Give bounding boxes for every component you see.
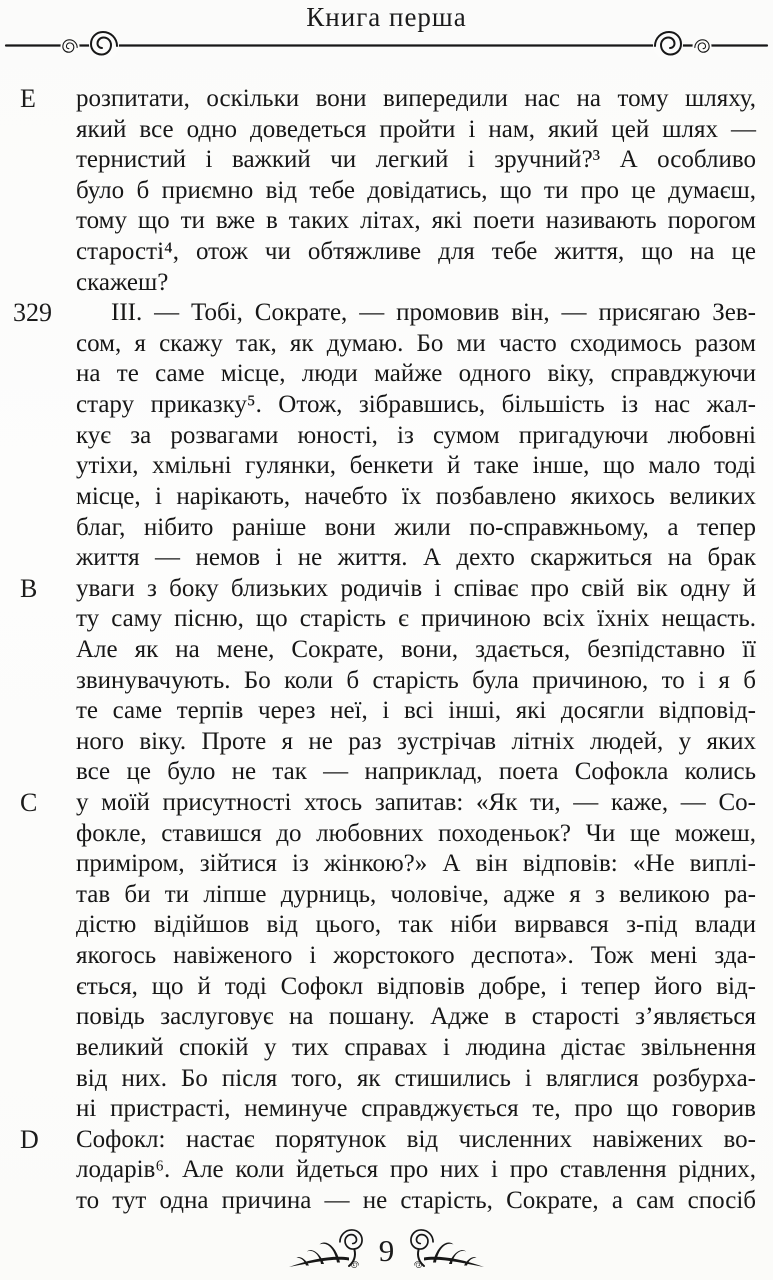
text-line: ні пристрасті, неминуче справджується те, про що говорив (76, 1095, 756, 1123)
text-line: великий спокій у тих справах і людина дістає звільнення (76, 1033, 756, 1061)
text-line: тав би ти ліпше дурниць, чоловіче, адже я з великою ра- (76, 880, 756, 908)
text-line: фокле, ставишся до любовних походеньок? Чи ще можеш, (76, 819, 756, 847)
text-line: лодарів⁶. Але коли йдеться про них і про ставлення рідних, (76, 1156, 756, 1184)
stephanus-mark: D (20, 1125, 39, 1155)
text-line: старості⁴, отож чи обтяжливе для тебе життя, що на це (76, 238, 756, 266)
text-line: звинувачують. Бо коли б старість була причиною, то і я б (76, 666, 756, 694)
paragraph (76, 298, 756, 1216)
text-line: те саме терпів через неї, і всі інші, які досягли відповід- (76, 697, 756, 725)
footer-flourish-right-icon (408, 1226, 486, 1272)
text-line: сом, я скажу так, як думаю. Бо ми часто сходимось разом (76, 329, 756, 357)
text-line: ту саму пісню, що старість є причиною всіх їхніх нещасть. (76, 605, 756, 633)
page-footer (0, 1226, 773, 1272)
text-line: то тут одна причина — не старість, Сократе, а сам спосіб (76, 1186, 756, 1214)
text-line: повідь заслуговує на пошану. Адже в старості з’являється (76, 1003, 756, 1031)
text-line: благ, нібито раніше вони жили по-справжньому, а тепер (76, 513, 756, 541)
text-line: місце, і нарікають, начебто їх позбавлено якихось великих (76, 482, 756, 510)
text-line: дістю відійшов від цього, так ніби вирвався з-під влади (76, 911, 756, 939)
text-line: все це було не так — наприклад, поета Софокла колись (76, 758, 756, 786)
footer-flourish-left-icon (287, 1226, 365, 1272)
page-number: 9 (378, 1233, 395, 1268)
text-line: уваги з боку близьких родичів і співає про свій вік одну й (76, 574, 756, 602)
text-line: тому що ти вже в таких літах, які поети називають порогом (76, 207, 756, 235)
text-line: у моїй присутності хтось запитав: «Як ти, — каже, — Со- (76, 789, 756, 817)
header-rule-ornament (0, 28, 773, 64)
text-line: від них. Бо після того, як стишились і вляглися розбурха- (76, 1064, 756, 1092)
text-line: якогось навіженого і жорстокого деспота». Тож мені зда- (76, 942, 756, 970)
stephanus-mark: 329 (13, 298, 52, 328)
stephanus-mark: E (20, 84, 36, 113)
text-line: ється, що й тоді Софокл відповів добре, і тепер його від- (76, 972, 756, 1000)
text-line: Софокл: настає порятунок від численних навіжених во- (76, 1125, 756, 1153)
stephanus-margin-column (0, 84, 72, 1224)
text-line: ного віку. Проте я не раз зустрічав літніх людей, у яких (76, 727, 756, 755)
text-column (76, 84, 756, 1217)
text-line: було б приємно від тебе довідатись, що ти про це думаєш, (76, 176, 756, 204)
text-line: розпитати, оскільки вони випередили нас на тому шляху, (76, 85, 756, 112)
text-line: на те саме місце, люди майже одного віку, справджуючи (76, 360, 756, 388)
text-line: стару приказку⁵. Отож, зібравшись, більшість із нас жал- (76, 391, 756, 419)
text-line: приміром, зійтися із жінкою?» А він відповів: «Не виплі- (76, 850, 756, 878)
text-line: життя — немов і не життя. А дехто скаржиться на брак (76, 544, 756, 572)
text-line: скажеш? (76, 268, 169, 296)
paragraph (76, 84, 756, 298)
text-line: тернистий і важкий чи легкий і зручний?³ А особливо (76, 146, 756, 174)
running-head-title: Книга перша (306, 2, 467, 32)
stephanus-mark: B (20, 573, 38, 603)
text-line: III. — Тобі, Сократе, — промовив він, — присягаю Зев- (111, 299, 756, 327)
text-line: кує за розвагами юності, із сумом пригадуючи любовні (76, 421, 756, 449)
text-line: який все одно доведеться пройти і нам, який цей шлях — (76, 115, 756, 143)
text-line: утіхи, хмільні гулянки, бенкети й таке інше, що мало тоді (76, 452, 756, 480)
text-line: Але як на мене, Сократе, вони, здається, безпідставно її (76, 635, 756, 663)
stephanus-mark: C (20, 788, 38, 818)
